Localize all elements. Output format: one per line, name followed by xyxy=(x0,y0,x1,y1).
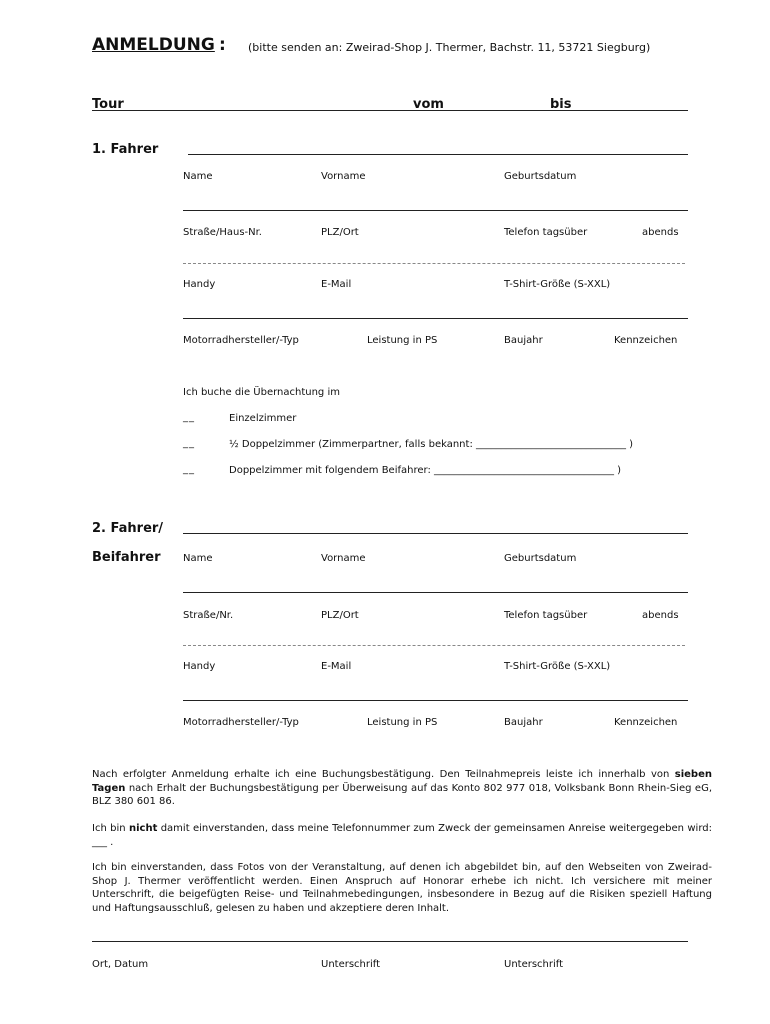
accommodation-intro: Ich buche die Übernachtung im xyxy=(183,387,340,398)
driver1-name-label: Name xyxy=(183,171,213,182)
driver2-heading: 2. Fahrer/ xyxy=(92,521,164,536)
driver1-motorrad-line[interactable] xyxy=(183,318,688,319)
driver2-leistung-label: Leistung in PS xyxy=(367,717,438,728)
tour-input-line[interactable] xyxy=(92,110,688,111)
driver1-abends-label: abends xyxy=(642,227,679,238)
driver1-vorname-label: Vorname xyxy=(321,171,366,182)
driver1-plz-label: PLZ/Ort xyxy=(321,227,359,238)
driver1-heading: 1. Fahrer xyxy=(92,142,159,157)
phone-consent-negation: nicht xyxy=(128,823,158,834)
driver2-abends-label: abends xyxy=(642,610,679,621)
driver1-name-line[interactable] xyxy=(188,154,688,155)
driver2-address-line[interactable] xyxy=(183,592,688,593)
driver2-kennzeichen-label: Kennzeichen xyxy=(614,717,678,728)
driver2-vorname-label: Vorname xyxy=(321,553,366,564)
unterschrift-label-2: Unterschrift xyxy=(504,959,564,970)
payment-paragraph: Nach erfolgter Anmeldung erhalte ich eine Buchungsbestätigung. Den Teilnahmepreis leiste ich innerhalb von sieben Tagen nach Erhalt der Buchungsbestätigung per Überweisung auf das Konto 802 977 018, Volksbank Bonn Rhein-Sieg eG, BLZ 380 601 86. xyxy=(92,769,712,807)
driver2-name-label: Name xyxy=(183,553,213,564)
driver2-name-line[interactable] xyxy=(183,533,688,534)
option-einzelzimmer-label: Einzelzimmer xyxy=(229,413,297,424)
driver2-tshirt-label: T-Shirt-Größe (S-XXL) xyxy=(504,661,611,672)
tour-vom-label: vom xyxy=(413,97,444,112)
driver1-email-label: E-Mail xyxy=(321,279,352,290)
unterschrift-label-1: Unterschrift xyxy=(321,959,381,970)
signature-line[interactable] xyxy=(92,941,688,942)
driver1-geburtsdatum-label: Geburtsdatum xyxy=(504,171,577,182)
driver1-address-line[interactable] xyxy=(183,210,688,211)
checkbox-einzelzimmer[interactable]: __ xyxy=(183,412,195,423)
checkbox-doppelzimmer[interactable]: __ xyxy=(183,464,195,475)
driver2-handy-label: Handy xyxy=(183,661,216,672)
driver2-telefon-label: Telefon tagsüber xyxy=(504,610,588,621)
driver1-kennzeichen-label: Kennzeichen xyxy=(614,335,678,346)
driver1-tshirt-label: T-Shirt-Größe (S-XXL) xyxy=(504,279,611,290)
driver2-phone-line[interactable] xyxy=(183,645,685,646)
phone-consent-paragraph: Ich bin nicht damit einverstanden, dass meine Telefonnummer zum Zweck der gemeinsamen Anreise weitergegeben wird: ___ . xyxy=(92,823,712,848)
ort-datum-label: Ort, Datum xyxy=(92,959,149,970)
option-halbes-doppelzimmer-label: ½ Doppelzimmer (Zimmerpartner, falls bekannt: ______________________________ ) xyxy=(229,439,634,450)
form-title: ANMELDUNG xyxy=(92,35,215,55)
driver1-phone-line[interactable] xyxy=(183,263,685,264)
driver1-handy-label: Handy xyxy=(183,279,216,290)
driver1-motorrad-label: Motorradhersteller/-Typ xyxy=(183,335,299,346)
driver1-leistung-label: Leistung in PS xyxy=(367,335,438,346)
driver1-strasse-label: Straße/Haus-Nr. xyxy=(183,227,262,238)
driver1-telefon-label: Telefon tagsüber xyxy=(504,227,588,238)
driver1-baujahr-label: Baujahr xyxy=(504,335,543,346)
driver2-email-label: E-Mail xyxy=(321,661,352,672)
tour-label: Tour xyxy=(92,97,124,112)
driver2-geburtsdatum-label: Geburtsdatum xyxy=(504,553,577,564)
option-doppelzimmer-label: Doppelzimmer mit folgendem Beifahrer: ____________________________________ ) xyxy=(229,465,622,476)
payment-deadline: sieben Tagen xyxy=(92,769,712,794)
checkbox-halbes-doppelzimmer[interactable]: __ xyxy=(183,438,195,449)
photo-consent-paragraph: Ich bin einverstanden, dass Fotos von der Veranstaltung, auf denen ich abgebildet bin, auf den Webseiten von Zweirad-Shop J. Thermer veröffentlicht werden. Einen Anspruch auf Honorar erhebe ich nicht. Ich versichere mit meiner Unterschrift, die beigefügten Reise- und Teilnahmebedingungen, insbesondere in Bezug auf die Risiken speziell Haftung und Haftungsausschluß, gelesen zu haben und akzeptiere deren Inhalt. xyxy=(92,862,712,914)
tour-bis-label: bis xyxy=(550,97,572,112)
driver2-motorrad-line[interactable] xyxy=(183,700,688,701)
driver2-heading-beifahrer: Beifahrer xyxy=(92,550,161,565)
driver2-baujahr-label: Baujahr xyxy=(504,717,543,728)
form-title-colon: : xyxy=(219,35,226,55)
mailing-address: (bitte senden an: Zweirad-Shop J. Thermer, Bachstr. 11, 53721 Siegburg) xyxy=(248,41,651,54)
driver2-motorrad-label: Motorradhersteller/-Typ xyxy=(183,717,299,728)
driver2-strasse-label: Straße/Nr. xyxy=(183,610,234,621)
driver2-plz-label: PLZ/Ort xyxy=(321,610,359,621)
